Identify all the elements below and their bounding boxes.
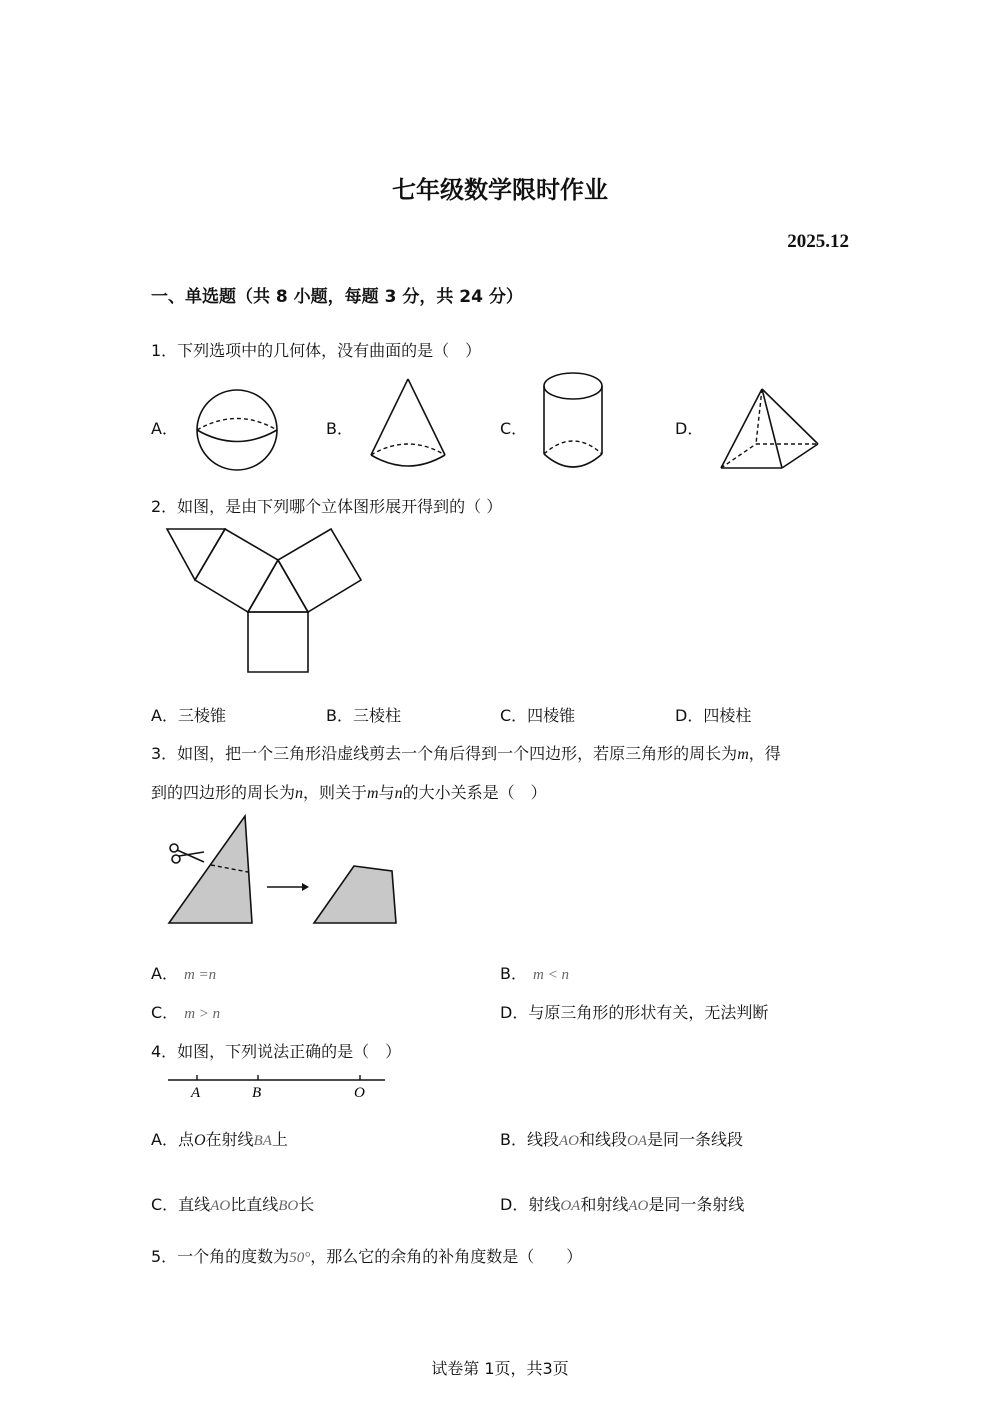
q4-b-text-2: 和线段 [578,1130,627,1149]
q4-d-ray-oa: OA [560,1198,581,1214]
q4-b-segment-ao: AO [558,1133,579,1149]
q4-a-point-o: O [193,1132,206,1149]
q3-option-c [151,1000,220,1023]
q4-option-d [500,1192,744,1215]
q3-text-2a: 到的四边形的周长为 [151,783,296,802]
q1-option-d-label: D． [675,419,704,438]
q4-option-a [151,1127,288,1150]
sphere-figure [190,385,285,475]
q4-option-c [151,1192,314,1215]
q2-option-a: A．三棱锥 [151,706,226,725]
net-figure [160,520,370,680]
q4-c-line-ao: AO [210,1198,231,1214]
q4-option-b [500,1127,743,1150]
page-footer: 试卷第 1页，共3页 [431,1359,569,1378]
q3-var-n-2: n [394,785,403,802]
q3-option-c-label: C． [151,1003,179,1022]
q5-text-2: ，那么它的余角的补角度数是（ ） [310,1247,583,1266]
q4-d-text-3: 是同一条射线 [648,1195,745,1214]
question-5-stem [151,1244,582,1267]
q3-text-2b: ，则关于 [303,783,368,802]
q4-c-line-bo: BO [278,1198,299,1214]
q3-text-2d: 的大小关系是（ ） [402,783,547,802]
q3-text-1: 3．如图，把一个三角形沿虚线剪去一个角后得到一个四边形，若原三角形的周长为 [151,744,738,763]
q2-option-b: B．三棱柱 [326,706,401,725]
q3-option-a-math: m =n [183,967,217,983]
q1-option-b-label: B． [326,419,353,438]
section-heading: 一、单选题（共 8 小题，每题 3 分，共 24 分） [151,287,523,307]
q4-b-text-3: 是同一条线段 [647,1130,744,1149]
q4-a-text-2: 在射线 [205,1130,254,1149]
question-3-line-2 [151,780,547,803]
q5-text-1: 5．一个角的度数为 [151,1247,290,1266]
q3-option-b [500,961,569,984]
q4-a-text-1: A．点 [151,1130,194,1149]
point-b-label: B [252,1085,262,1101]
q3-text-2c: 与 [378,783,395,802]
q4-c-text-2: 比直线 [230,1195,279,1214]
cylinder-figure [540,370,610,475]
question-2-stem: 2．如图，是由下列哪个立体图形展开得到的（ ） [151,497,503,516]
q3-option-b-label: B． [500,964,527,983]
pyramid-figure [718,385,828,475]
point-o-label: O [354,1085,365,1101]
q4-c-text-1: C．直线 [151,1195,211,1214]
exam-date: 2025.12 [787,231,849,252]
q3-option-a-label: A． [151,964,178,983]
q4-c-text-3: 长 [298,1195,315,1214]
q3-option-b-math: m < n [532,967,569,983]
q3-var-n: n [295,785,304,802]
page-title: 七年级数学限时作业 [392,176,608,204]
triangle-cut-figure [162,812,407,930]
q4-b-text-1: B．线段 [500,1130,559,1149]
cone-figure [365,375,455,475]
q4-a-ray-ba: BA [253,1133,272,1149]
q4-d-text-2: 和射线 [580,1195,629,1214]
q2-option-c: C．四棱锥 [500,706,576,725]
q1-option-c-label: C． [500,419,528,438]
scissors-icon [170,844,204,863]
q3-option-a [151,961,216,984]
q4-d-ray-ao: AO [628,1198,649,1214]
q3-var-m: m [737,746,749,763]
q4-d-text-1: D．射线 [500,1195,561,1214]
q1-option-a-label: A． [151,419,178,438]
q3-text-1-end: ，得 [748,744,781,763]
question-4-stem: 4．如图，下列说法正确的是（ ） [151,1042,402,1061]
question-3-line-1 [151,741,781,764]
q5-angle: 50° [289,1250,311,1266]
number-line-figure [165,1070,390,1105]
q4-a-text-3: 上 [271,1130,288,1149]
q2-option-d: D．四棱柱 [675,706,752,725]
q3-option-c-math: m > n [184,1006,221,1022]
q3-option-d: D．与原三角形的形状有关，无法判断 [500,1003,769,1022]
point-a-label: A [191,1085,201,1101]
q4-b-segment-oa: OA [627,1133,647,1149]
question-1-stem: 1．下列选项中的几何体，没有曲面的是（ ） [151,341,482,360]
q3-var-m-2: m [367,785,379,802]
